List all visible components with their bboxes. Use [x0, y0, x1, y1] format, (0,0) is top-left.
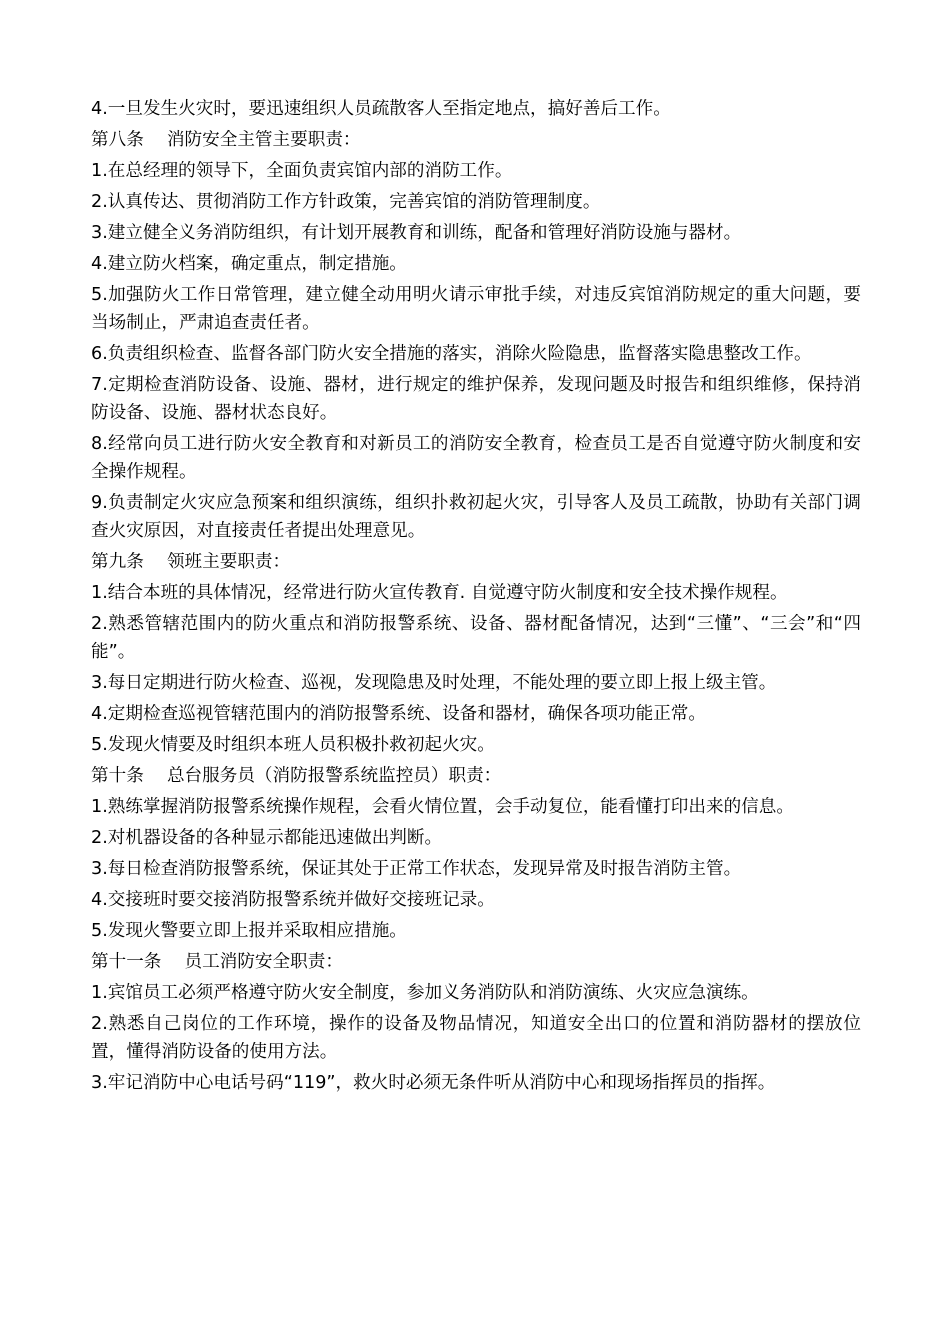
list-item: 5.发现火警要立即上报并采取相应措施。: [91, 921, 407, 941]
document-page: [91, 95, 861, 1100]
article-heading: 第十一条 员工消防安全职责：: [91, 952, 343, 972]
list-item: 2.对机器设备的各种显示都能迅速做出判断。: [91, 828, 443, 848]
list-item: 3.牢记消防中心电话号码“119”，救火时必须无条件听从消防中心和现场指挥员的指挥。: [91, 1073, 776, 1093]
list-item: 3.每日检查消防报警系统，保证其处于正常工作状态，发现异常及时报告消防主管。: [91, 859, 742, 879]
article-heading: 第八条 消防安全主管主要职责：: [91, 130, 361, 150]
list-item: 7.定期检查消防设备、设施、器材，进行规定的维护保养，发现问题及时报告和组织维修，保持消防设备、设施、器材状态良好。: [91, 375, 861, 423]
list-item: 1.结合本班的具体情况，经常进行防火宣传教育. 自觉遵守防火制度和安全技术操作规程。: [91, 583, 788, 603]
list-item: 2.熟悉管辖范围内的防火重点和消防报警系统、设备、器材配备情况，达到“三懂”、“三会”和“四能”。: [91, 614, 861, 662]
list-item: 4.建立防火档案，确定重点，制定措施。: [91, 254, 407, 274]
list-item: 8.经常向员工进行防火安全教育和对新员工的消防安全教育，检查员工是否自觉遵守防火制度和安全操作规程。: [91, 434, 861, 482]
list-item: 1.宾馆员工必须严格遵守防火安全制度，参加义务消防队和消防演练、火灾应急演练。: [91, 983, 759, 1003]
list-item: 3.建立健全义务消防组织，有计划开展教育和训练，配备和管理好消防设施与器材。: [91, 223, 742, 243]
list-item: 9.负责制定火灾应急预案和组织演练，组织扑救初起火灾，引导客人及员工疏散，协助有关部门调查火灾原因，对直接责任者提出处理意见。: [91, 493, 861, 541]
list-item: 4.交接班时要交接消防报警系统并做好交接班记录。: [91, 890, 495, 910]
list-item: 5.发现火情要及时组织本班人员积极扑救初起火灾。: [91, 735, 495, 755]
list-item: 1.熟练掌握消防报警系统操作规程，会看火情位置，会手动复位，能看懂打印出来的信息。: [91, 797, 794, 817]
list-item: 5.加强防火工作日常管理，建立健全动用明火请示审批手续，对违反宾馆消防规定的重大问题，要当场制止，严肃追查责任者。: [91, 285, 861, 333]
list-item: 4.一旦发生火灾时，要迅速组织人员疏散客人至指定地点，搞好善后工作。: [91, 99, 671, 119]
list-item: 1.在总经理的领导下，全面负责宾馆内部的消防工作。: [91, 161, 513, 181]
list-item: 2.认真传达、贯彻消防工作方针政策，完善宾馆的消防管理制度。: [91, 192, 601, 212]
list-item: 6.负责组织检查、监督各部门防火安全措施的落实，消除火险隐患，监督落实隐患整改工作。: [91, 344, 812, 364]
list-item: 4.定期检查巡视管辖范围内的消防报警系统、设备和器材，确保各项功能正常。: [91, 704, 706, 724]
article-heading: 第十条 总台服务员（消防报警系统监控员）职责：: [91, 766, 502, 786]
list-item: 3.每日定期进行防火检查、巡视，发现隐患及时处理，不能处理的要立即上报上级主管。: [91, 673, 777, 693]
article-heading: 第九条 领班主要职责：: [91, 552, 291, 572]
list-item: 2.熟悉自己岗位的工作环境，操作的设备及物品情况，知道安全出口的位置和消防器材的摆放位置，懂得消防设备的使用方法。: [91, 1014, 861, 1062]
